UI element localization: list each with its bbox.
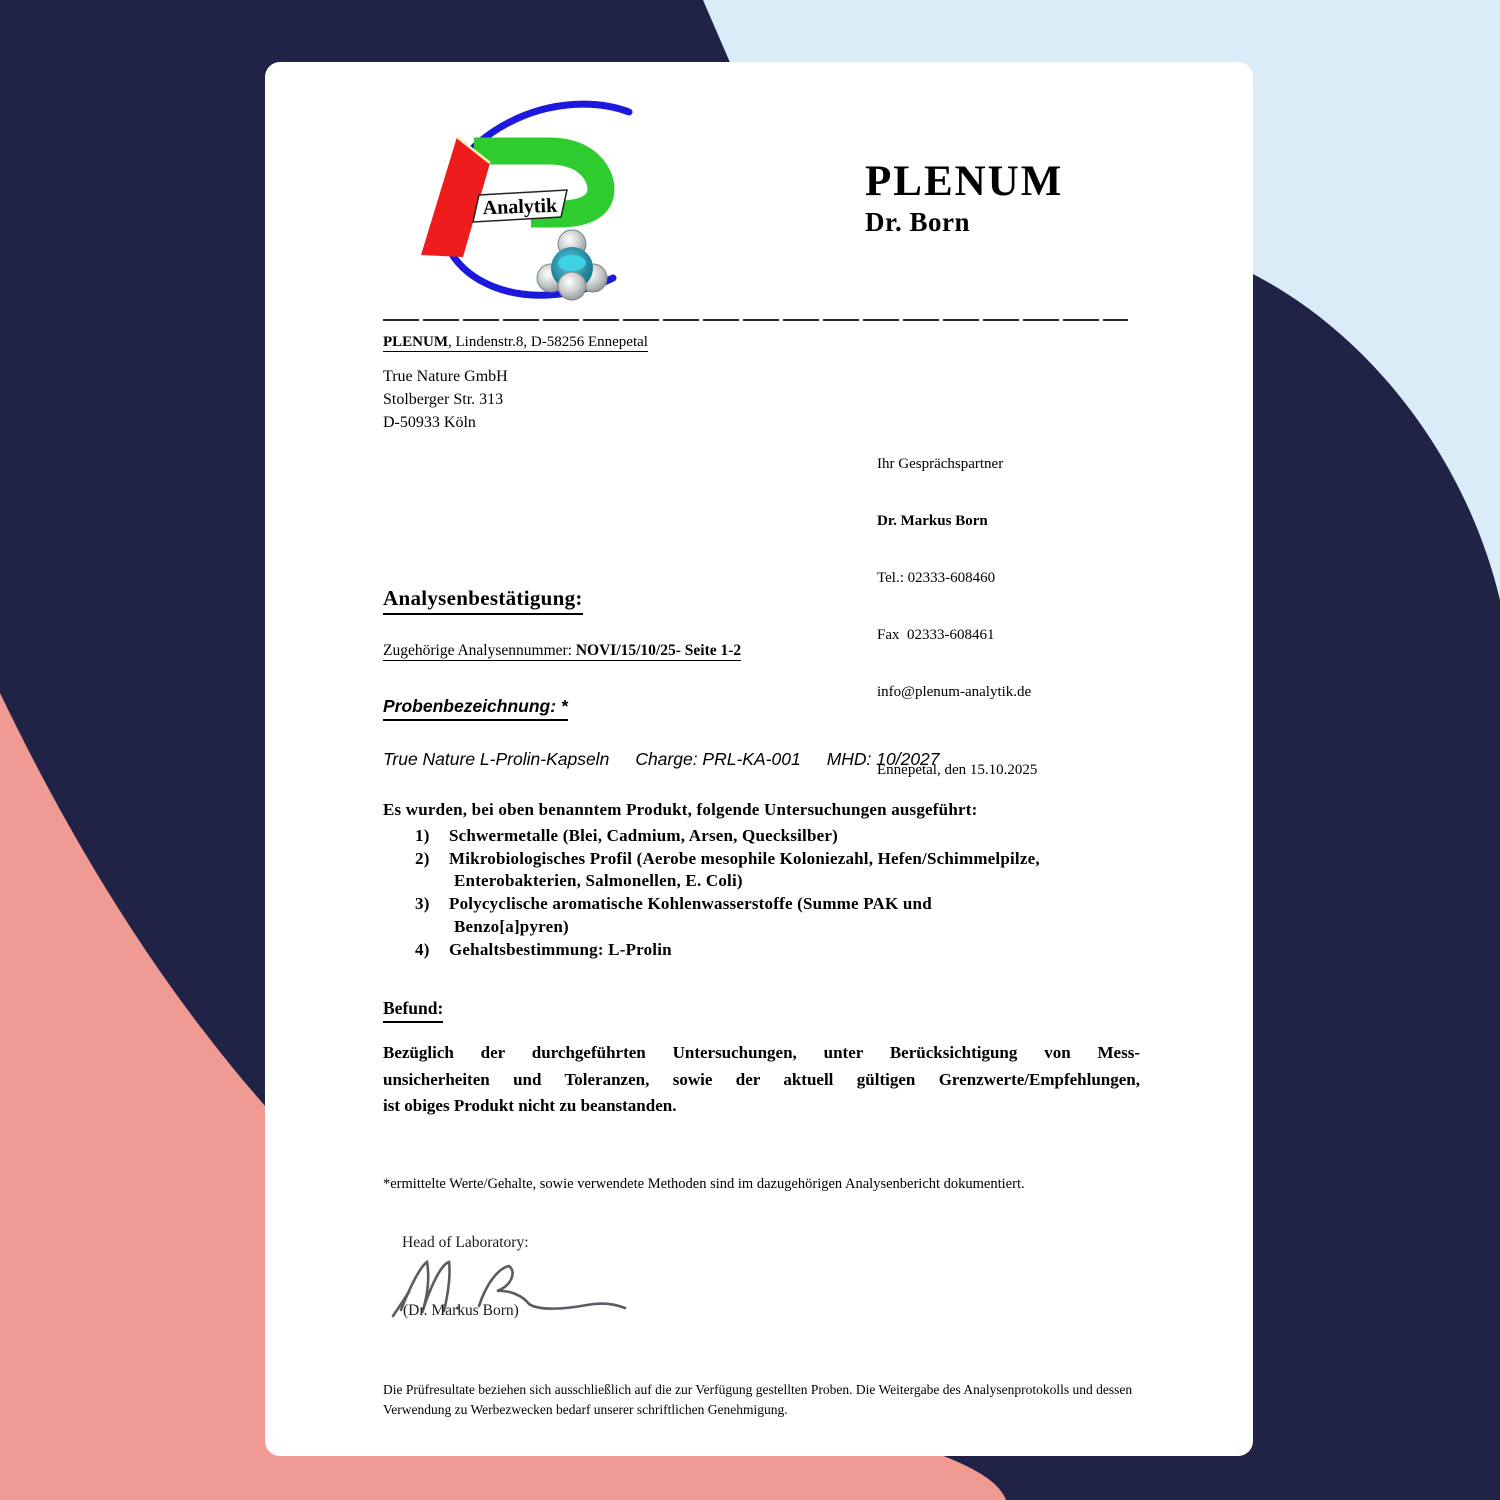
contact-fax: Fax 02333-608461 [877, 627, 995, 643]
test-item-text-continued: Enterobakterien, Salmonellen, E. Coli) [454, 871, 743, 891]
recipient-block [383, 365, 508, 434]
company-subtitle: Dr. Born [865, 207, 971, 237]
molecule-icon [537, 230, 607, 300]
tests-list [415, 825, 1040, 961]
logo-badge-label: Analytik [482, 194, 558, 220]
company-name: PLENUM [865, 158, 1064, 205]
test-item [415, 893, 1040, 916]
contact-email: info@plenum-analytik.de [877, 684, 1032, 700]
test-item [415, 848, 1040, 871]
contact-person: Dr. Markus Born [877, 513, 988, 529]
analysis-number-label: Zugehörige Analysennummer: [383, 642, 576, 659]
test-item-text: Gehaltsbestimmung: L-Prolin [449, 939, 672, 959]
test-item-number: 4) [415, 939, 430, 959]
letterhead-brand [865, 160, 1063, 238]
test-item-number: 3) [415, 894, 430, 914]
disclaimer-line: Die Prüfresultate beziehen sich ausschließlich auf die zur Verfügung gestellten Proben. Die Weitergabe des Analysenprotokolls und dessen [383, 1382, 1133, 1397]
contact-tel: Tel.: 02333-608460 [877, 570, 996, 586]
test-item [415, 825, 1040, 848]
footnote: *ermittelte Werte/Gehalte, sowie verwendete Methoden sind im dazugehörigen Analysenbericht dokumentiert. [383, 1176, 1025, 1192]
document-title: Analysenbestätigung: [383, 586, 583, 615]
sample-name: True Nature L-Prolin-Kapseln [383, 749, 610, 769]
plenum-analytik-logo [377, 92, 647, 312]
recipient-street: Stolberger Str. 313 [383, 391, 504, 408]
befund-paragraph [383, 1040, 1140, 1120]
sender-company: PLENUM [383, 334, 448, 350]
befund-heading: Befund: [383, 998, 443, 1023]
sample-mhd: MHD: 10/2027 [826, 749, 940, 769]
befund-line: Bezüglich der durchgeführten Untersuchungen, unter Berücksichtigung von Mess- [383, 1043, 1140, 1062]
befund-line: ist obiges Produkt nicht zu beanstanden. [383, 1096, 677, 1115]
recipient-city: D-50933 Köln [383, 414, 476, 431]
recipient-name: True Nature GmbH [383, 368, 508, 385]
befund-line: unsicherheiten und Toleranzen, sowie der aktuell gültigen Grenzwerte/Empfehlungen, [383, 1069, 1140, 1089]
test-item-number: 2) [415, 848, 430, 868]
test-item [415, 939, 1040, 962]
sample-description [383, 749, 966, 770]
contact-intro: Ihr Gesprächspartner [877, 456, 1004, 472]
letter-date: Ennepetal, den 15.10.2025 [877, 762, 1038, 778]
certificate-document [265, 62, 1253, 1456]
signature-role: Head of Laboratory: [402, 1234, 529, 1251]
test-item-text: Mikrobiologisches Profil (Aerobe mesophile Koloniezahl, Hefen/Schimmelpilze, [449, 848, 1040, 868]
test-item-text: Polycyclische aromatische Kohlenwasserstoffe (Summe PAK und [449, 894, 932, 914]
analysis-number-value: NOVI/15/10/25- Seite 1-2 [575, 642, 742, 659]
disclaimer [383, 1380, 1133, 1419]
logo-analytik-badge [473, 190, 567, 222]
test-item-number: 1) [415, 826, 430, 845]
sender-line [383, 334, 648, 351]
signature-name: (Dr. Markus Born) [403, 1302, 519, 1319]
analysis-number-line [383, 642, 741, 660]
tests-intro: Es wurden, bei oben benanntem Produkt, folgende Untersuchungen ausgeführt: [383, 800, 978, 819]
sender-address: , Lindenstr.8, D-58256 Ennepetal [448, 334, 648, 350]
letterhead-divider [383, 319, 1128, 321]
disclaimer-line: Verwendung zu Werbezwecken bedarf unserer schriftlichen Genehmigung. [383, 1401, 788, 1417]
sample-heading: Probenbezeichnung: * [383, 696, 568, 721]
sample-charge: Charge: PRL-KA-001 [635, 749, 801, 769]
test-item-text: Schwermetalle (Blei, Cadmium, Arsen, Quecksilber) [449, 826, 838, 845]
test-item-text-continued: Benzo[a]pyren) [454, 916, 569, 936]
